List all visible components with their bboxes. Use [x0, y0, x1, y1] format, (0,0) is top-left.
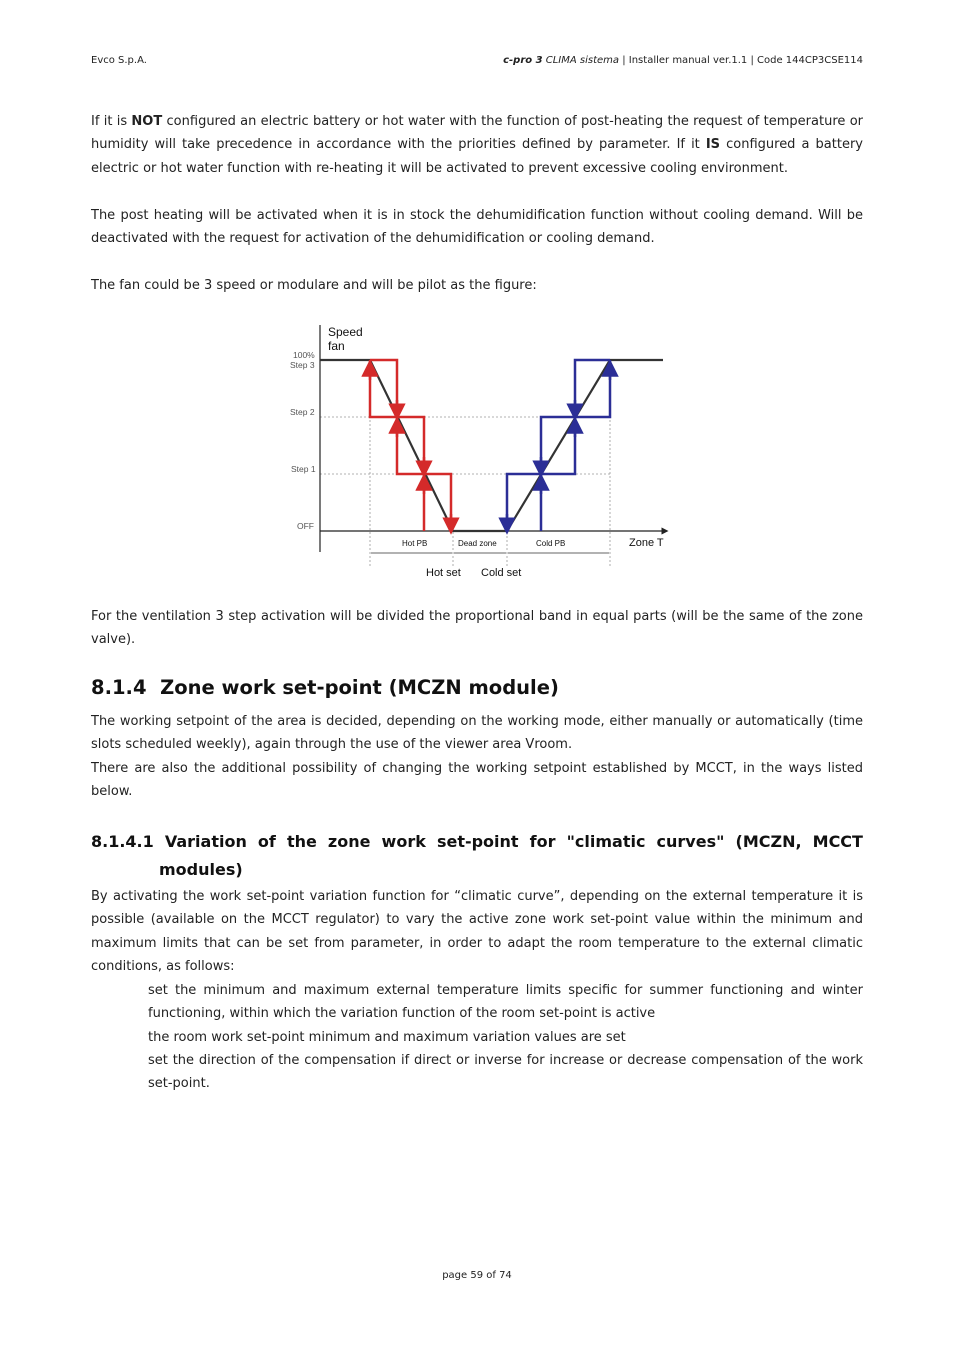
y-tick-step2: Step 2: [290, 407, 315, 417]
section-title: Zone work set-point (MCZN module): [160, 676, 559, 699]
p1-bold-is: IS: [705, 137, 721, 153]
band-label-cold-pb: Cold PB: [536, 539, 566, 548]
header-product-name: c-pro 3: [503, 55, 543, 66]
heading-word: MCCT: [812, 832, 863, 851]
heading-word: Variation: [164, 832, 247, 851]
p1-text-b: configured an electric battery or hot water with the function of post-heating the request of temperature or humidity will take precedence in accordance with the priorities defined by parameter. If it: [91, 114, 863, 153]
heading-word: for: [529, 832, 556, 851]
y-tick-step3: Step 3: [290, 360, 315, 370]
list-item-external-limits: set the minimum and maximum external temperature limits specific for summer functioning and winter functioning, within which the variation function of the room set-point is active: [148, 983, 863, 1022]
hot-set-label: Hot set: [426, 567, 461, 579]
y-axis-title-line1: Speed: [328, 325, 363, 339]
y-tick-step1: Step 1: [291, 464, 316, 474]
heading-word: of: [257, 832, 276, 851]
paragraph-zone-setpoint-1: The working setpoint of the area is decided, depending on the working mode, either manually or automatically (time slots scheduled weekly), again through the use of the viewer area Vroom.: [91, 714, 863, 753]
paragraph-climatic-curve: By activating the work set-point variation function for “climatic curve”, depending on the external temperature it is possible (available on the MCCT regulator) to vary the active zone work set-point value within the minimum and maximum limits that can be set from parameter, in order to adapt the room temperature to the external climatic conditions, as follows:: [91, 889, 863, 975]
paragraph-zone-setpoint-2: There are also the additional possibility of changing the working setpoint established by MCCT, in the ways listed below.: [91, 761, 863, 800]
header-manual-info: [503, 55, 863, 66]
heading-word: the: [286, 832, 317, 851]
heading-word: (MCZN,: [735, 832, 802, 851]
list-item-compensation-direction: set the direction of the compensation if direct or inverse for increase or decrease compensation of the work set-point.: [148, 1053, 863, 1092]
heading-line-2: modules): [159, 860, 243, 879]
subsection-number: 8.1.4.1: [91, 832, 154, 851]
band-label-dead-zone: Dead zone: [458, 539, 497, 548]
paragraph-post-heating-activation: The post heating will be activated when it is in stock the dehumidification function without cooling demand. Will be deactivated with the request for activation of the dehumidification or cooling demand.: [91, 208, 863, 247]
p1-text-c: configured a battery electric or hot water function with re-heating it will be activated to prevent excessive cooling environment.: [91, 137, 863, 176]
header-product-suffix: CLIMA sistema: [542, 55, 620, 66]
band-label-hot-pb: Hot PB: [402, 539, 428, 548]
p1-bold-not: NOT: [131, 114, 163, 129]
y-tick-100: 100%: [293, 350, 315, 360]
section-heading-8-1-4-1: [91, 828, 863, 884]
section-number: 8.1.4: [91, 676, 147, 699]
heading-word: curves": [656, 832, 725, 851]
y-tick-off: OFF: [297, 521, 314, 531]
heading-line-1: [91, 828, 863, 856]
heading-word: work: [381, 832, 426, 851]
header-company: Evco S.p.A.: [91, 55, 147, 66]
paragraph-ventilation-steps: For the ventilation 3 step activation will be divided the proportional band in equal parts (will be the same of the zone valve).: [91, 609, 863, 648]
x-axis-title: Zone T: [629, 537, 664, 549]
section-heading-8-1-4: [91, 676, 559, 699]
header-manual-code: | Installer manual ver.1.1 | Code 144CP3CSE114: [619, 55, 863, 66]
heading-word: "climatic: [566, 832, 646, 851]
paragraph-fan-intro: The fan could be 3 speed or modulare and will be pilot as the figure:: [91, 278, 537, 293]
heading-word: set-point: [436, 832, 519, 851]
list-item-variation-values: the room work set-point minimum and maximum variation values are set: [148, 1030, 626, 1045]
fan-speed-figure: [285, 320, 675, 585]
y-axis-title-line2: fan: [328, 339, 345, 353]
page-number: page 59 of 74: [442, 1270, 512, 1281]
heading-word: zone: [327, 832, 371, 851]
p1-text-a: If it is: [91, 114, 132, 129]
cold-set-label: Cold set: [481, 567, 522, 579]
paragraph-post-heating-priority: [91, 110, 863, 180]
